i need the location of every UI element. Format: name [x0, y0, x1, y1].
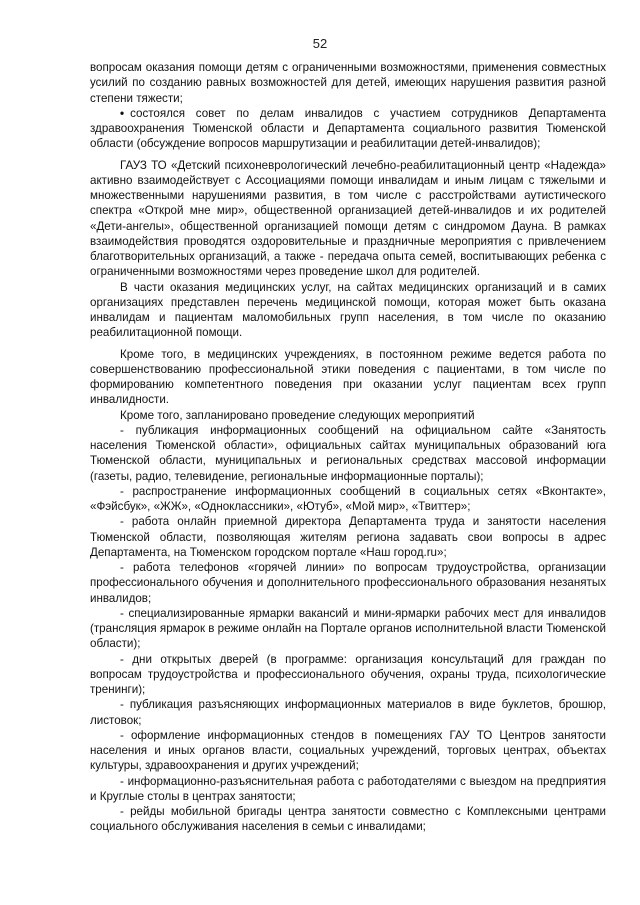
list-item: - рейды мобильной бригады центра занятости совместно с Комплексными центрами социального обслуживания населения в семьи с инвалидами; [90, 805, 606, 834]
bullet-icon: • [120, 106, 125, 120]
document-body [90, 60, 606, 835]
list-item: - публикация разъясняющих информационных материалов в виде буклетов, брошюр, листовок; [90, 698, 606, 727]
list-item: - работа онлайн приемной директора Департамента труда и занятости населения Тюменской области, позволяющая жителям региона задавать свои вопросы в адрес Департамента, на Тюменском городском портале «Наш город.ru»; [90, 515, 606, 559]
list-item: - информационно-разъяснительная работа с работодателями с выездом на предприятия и Круглые столы в центрах занятости; [90, 774, 606, 803]
paragraph: Кроме того, в медицинских учреждениях, в постоянном режиме ведется работа по совершенствованию профессиональной этики поведения с пациентами, в том числе по формированию компетентного поведения при оказании услуг пациентам всех групп инвалидности. [90, 347, 606, 407]
list-item: - работа телефонов «горячей линии» по вопросам трудоустройства, организации профессионального обучения и дополнительного профессионального образования незанятых инвалидов; [90, 561, 606, 605]
bullet-paragraph [90, 106, 606, 152]
list-item: - публикация информационных сообщений на официальном сайте «Занятость населения Тюменской области», официальных сайтах муниципальных образований юга Тюменской области, муниципальных и региональных средствах массовой информации (газеты, радио, телевидение, региональные информационные порталы); [90, 423, 606, 483]
list-item: - оформление информационных стендов в помещениях ГАУ ТО Центров занятости населения и иных органов власти, социальных учреждений, торговых центрах, объектах культуры, здравоохранения и других учреждений; [90, 728, 606, 773]
page-number: 52 [312, 36, 328, 51]
paragraph: Кроме того, запланировано проведение следующих мероприятий [120, 408, 475, 422]
paragraph: В части оказания медицинских услуг, на сайтах медицинских организаций и в самих организациях представлен перечень медицинской помощи, которая может быть оказана инвалидам и пациентам маломобильных групп населения, в том числе по оказанию реабилитационной помощи. [90, 280, 606, 340]
paragraph: ГАУЗ ТО «Детский психоневрологический лечебно-реабилитационный центр «Надежда» активно взаимодействует с Ассоциациями помощи инвалидам и иным лицам с тяжелыми и множественными нарушениями развития, в том числе с расстройствами аутистического спектра «Открой мне мир», общественной организацией детей-инвалидов и их родителей «Дети-ангелы», общественной организацией помощи детям с синдромом Дауна. В рамках взаимодействия проводятся оздоровительные и праздничные мероприятия с привлечением благотворительных организаций, а также - передача опыта семей, воспитывающих ребенка с ограниченными возможностями через проведение школ для родителей. [90, 158, 606, 279]
list-item: - дни открытых дверей (в программе: организация консультаций для граждан по вопросам трудоустройства и профессионального обучения, охраны труда, психологические тренинги); [90, 652, 606, 696]
list-item: - специализированные ярмарки вакансий и мини-ярмарки рабочих мест для инвалидов (трансляция ярмарок в режиме онлайн на Портале органов исполнительной власти Тюменской области); [90, 606, 606, 651]
list-item: - распространение информационных сообщений в социальных сетях «Вконтакте», «Фэйсбук», «ЖЖ», «Одноклассники», «Ютуб», «Мой мир», «Твиттер»; [90, 484, 606, 513]
paragraph: вопросам оказания помощи детям с ограниченными возможностями, применения совместных усилий по созданию равных возможностей для детей, имеющих нарушения развития разной степени тяжести; [90, 61, 606, 105]
paragraph-text: состоялся совет по делам инвалидов с участием сотрудников Департамента здравоохранения Тюменской области и Департамента социального развития Тюменской области (обсуждение вопросов маршрутизации и реабилитации детей-инвалидов); [90, 106, 606, 151]
